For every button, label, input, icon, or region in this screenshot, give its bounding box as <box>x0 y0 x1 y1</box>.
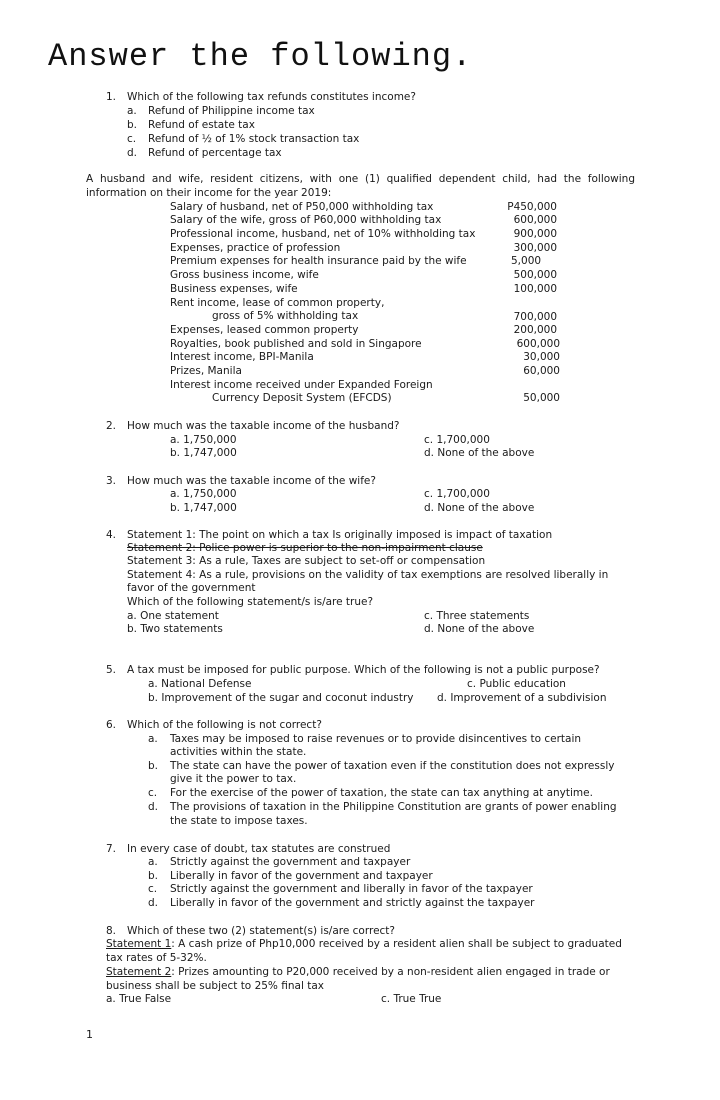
q6-number: 6. <box>106 719 117 731</box>
q6-option-a-line2: activities within the state. <box>170 746 307 758</box>
page-title: Answer the following. <box>48 38 473 75</box>
case-item-amount: P450,000 <box>507 201 557 213</box>
case-item-label: Expenses, leased common property <box>170 324 359 336</box>
case-intro-line2: information on their income for the year 2019: <box>86 187 332 199</box>
case-item-amount: 60,000 <box>523 365 560 377</box>
case-intro-line1: A husband and wife, resident citizens, with one (1) qualified dependent child, had the following <box>86 173 635 185</box>
q5-number: 5. <box>106 664 117 676</box>
q1-option-b-letter: b. <box>127 119 138 131</box>
q7-option-c-letter: c. <box>148 883 158 895</box>
case-item-label: Interest income, BPI-Manila <box>170 351 314 363</box>
q3-option-c: c. 1,700,000 <box>424 488 490 500</box>
case-item-amount: 600,000 <box>516 338 560 350</box>
case-item-amount: 30,000 <box>523 351 560 363</box>
q6-option-a-letter: a. <box>148 733 158 745</box>
q1-text: Which of the following tax refunds constitutes income? <box>127 91 416 103</box>
q1-option-a-letter: a. <box>127 105 137 117</box>
q1-number: 1. <box>106 91 117 103</box>
case-item-label: Gross business income, wife <box>170 269 319 281</box>
q6-option-d-letter: d. <box>148 801 159 813</box>
q6-option-a-line1: Taxes may be imposed to raise revenues or to provide disincentives to certain <box>170 733 582 745</box>
q4-question: Which of the following statement/s is/are true? <box>127 596 374 608</box>
case-item-amount: 600,000 <box>513 214 557 226</box>
q7-option-b: Liberally in favor of the government and taxpayer <box>170 870 433 882</box>
q3-option-d: d. None of the above <box>424 502 535 514</box>
case-item-amount: 5,000 <box>511 255 542 267</box>
q5-option-a: a. National Defense <box>148 678 252 690</box>
q7-option-d: Liberally in favor of the government and strictly against the taxpayer <box>170 897 535 909</box>
q8-statement-1-cont: tax rates of 5-32%. <box>106 952 207 964</box>
q8-statement-2-text: : Prizes amounting to P20,000 received by a non-resident alien engaged in trade or <box>171 966 610 978</box>
q4-option-a: a. One statement <box>127 610 219 622</box>
q8-statement-2 <box>106 966 610 980</box>
q1-option-b: Refund of estate tax <box>148 119 255 131</box>
q3-text: How much was the taxable income of the wife? <box>127 475 376 487</box>
q8-statement-1-text: : A cash prize of Php10,000 received by a resident alien shall be subject to graduated <box>171 938 622 950</box>
q2-option-a: a. 1,750,000 <box>170 434 237 446</box>
case-item-amount: 500,000 <box>513 269 557 281</box>
case-item-label: Salary of husband, net of P50,000 withholding tax <box>170 201 434 213</box>
case-item-label: Currency Deposit System (EFCDS) <box>212 392 392 404</box>
case-item-amount: 200,000 <box>513 324 557 336</box>
q8-statement-1 <box>106 938 622 952</box>
q4-statement-4-line2: favor of the government <box>127 582 256 594</box>
q2-text: How much was the taxable income of the husband? <box>127 420 400 432</box>
q4-option-c: c. Three statements <box>424 610 530 622</box>
q6-option-b-letter: b. <box>148 760 159 772</box>
q4-option-d: d. None of the above <box>424 623 535 635</box>
case-item-amount: 700,000 <box>513 311 557 323</box>
q4-statement-4-line1: Statement 4: As a rule, provisions on the validity of tax exemptions are resolved liberally in <box>127 569 609 581</box>
q7-option-a-letter: a. <box>148 856 158 868</box>
q8-number: 8. <box>106 925 117 937</box>
q7-option-b-letter: b. <box>148 870 159 882</box>
case-item-label: Professional income, husband, net of 10% withholding tax <box>170 228 476 240</box>
q2-number: 2. <box>106 420 117 432</box>
q5-option-c: c. Public education <box>467 678 566 690</box>
case-item-label: Interest income received under Expanded Foreign <box>170 379 433 391</box>
q4-statement-1: Statement 1: The point on which a tax Is originally imposed is impact of taxation <box>127 529 553 541</box>
q4-option-b: b. Two statements <box>127 623 223 635</box>
q3-option-a: a. 1,750,000 <box>170 488 237 500</box>
q7-text: In every case of doubt, tax statutes are construed <box>127 843 391 855</box>
q5-option-b: b. Improvement of the sugar and coconut industry <box>148 692 414 704</box>
q1-option-c: Refund of ½ of 1% stock transaction tax <box>148 133 360 145</box>
case-item-label: Rent income, lease of common property, <box>170 297 385 309</box>
q7-option-a: Strictly against the government and taxpayer <box>170 856 411 868</box>
case-item-amount: 300,000 <box>513 242 557 254</box>
q7-number: 7. <box>106 843 117 855</box>
q6-option-b-line1: The state can have the power of taxation even if the constitution does not expressly <box>170 760 615 772</box>
q8-statement-2-cont: business shall be subject to 25% final tax <box>106 980 324 992</box>
q2-option-c: c. 1,700,000 <box>424 434 490 446</box>
q1-option-d-letter: d. <box>127 147 138 159</box>
q4-statement-2: Statement 2: Police power is superior to the non-impairment clause <box>127 542 483 553</box>
case-item-label: Prizes, Manila <box>170 365 242 377</box>
q4-statement-3: Statement 3: As a rule, Taxes are subject to set-off or compensation <box>127 555 486 567</box>
q2-option-b: b. 1,747,000 <box>170 447 237 459</box>
case-item-amount: 100,000 <box>513 283 557 295</box>
case-item-label: Royalties, book published and sold in Singapore <box>170 338 422 350</box>
q6-text: Which of the following is not correct? <box>127 719 322 731</box>
case-item-label: Premium expenses for health insurance paid by the wife <box>170 255 467 267</box>
case-item-label: Business expenses, wife <box>170 283 298 295</box>
page-number: 1 <box>86 1028 93 1041</box>
q6-option-d-line1: The provisions of taxation in the Philippine Constitution are grants of power enabling <box>170 801 617 813</box>
q6-option-b-line2: give it the power to tax. <box>170 773 297 785</box>
q5-text: A tax must be imposed for public purpose. Which of the following is not a public purpose? <box>127 664 600 676</box>
q6-option-c-line1: For the exercise of the power of taxation, the state can tax anything at anytime. <box>170 787 593 799</box>
case-item-label: Expenses, practice of profession <box>170 242 341 254</box>
q7-option-c: Strictly against the government and liberally in favor of the taxpayer <box>170 883 533 895</box>
case-item-label: gross of 5% withholding tax <box>212 310 359 322</box>
q3-option-b: b. 1,747,000 <box>170 502 237 514</box>
q6-option-d-line2: the state to impose taxes. <box>170 815 308 827</box>
q1-option-c-letter: c. <box>127 133 137 145</box>
case-item-amount: 50,000 <box>523 392 560 404</box>
q8-statement-1-label: Statement 1 <box>106 938 172 950</box>
q1-option-a: Refund of Philippine income tax <box>148 105 315 117</box>
q8-statement-2-label: Statement 2 <box>106 966 172 978</box>
case-item-label: Salary of the wife, gross of P60,000 withholding tax <box>170 214 442 226</box>
q4-number: 4. <box>106 529 117 541</box>
q8-text: Which of these two (2) statement(s) is/are correct? <box>127 925 395 937</box>
q5-option-d: d. Improvement of a subdivision <box>437 692 607 704</box>
q2-option-d: d. None of the above <box>424 447 535 459</box>
q3-number: 3. <box>106 475 117 487</box>
q7-option-d-letter: d. <box>148 897 159 909</box>
case-item-amount: 900,000 <box>513 228 557 240</box>
q1-option-d: Refund of percentage tax <box>148 147 282 159</box>
q8-option-a: a. True False <box>106 993 172 1005</box>
q6-option-c-letter: c. <box>148 787 158 799</box>
q8-option-c: c. True True <box>381 993 442 1005</box>
